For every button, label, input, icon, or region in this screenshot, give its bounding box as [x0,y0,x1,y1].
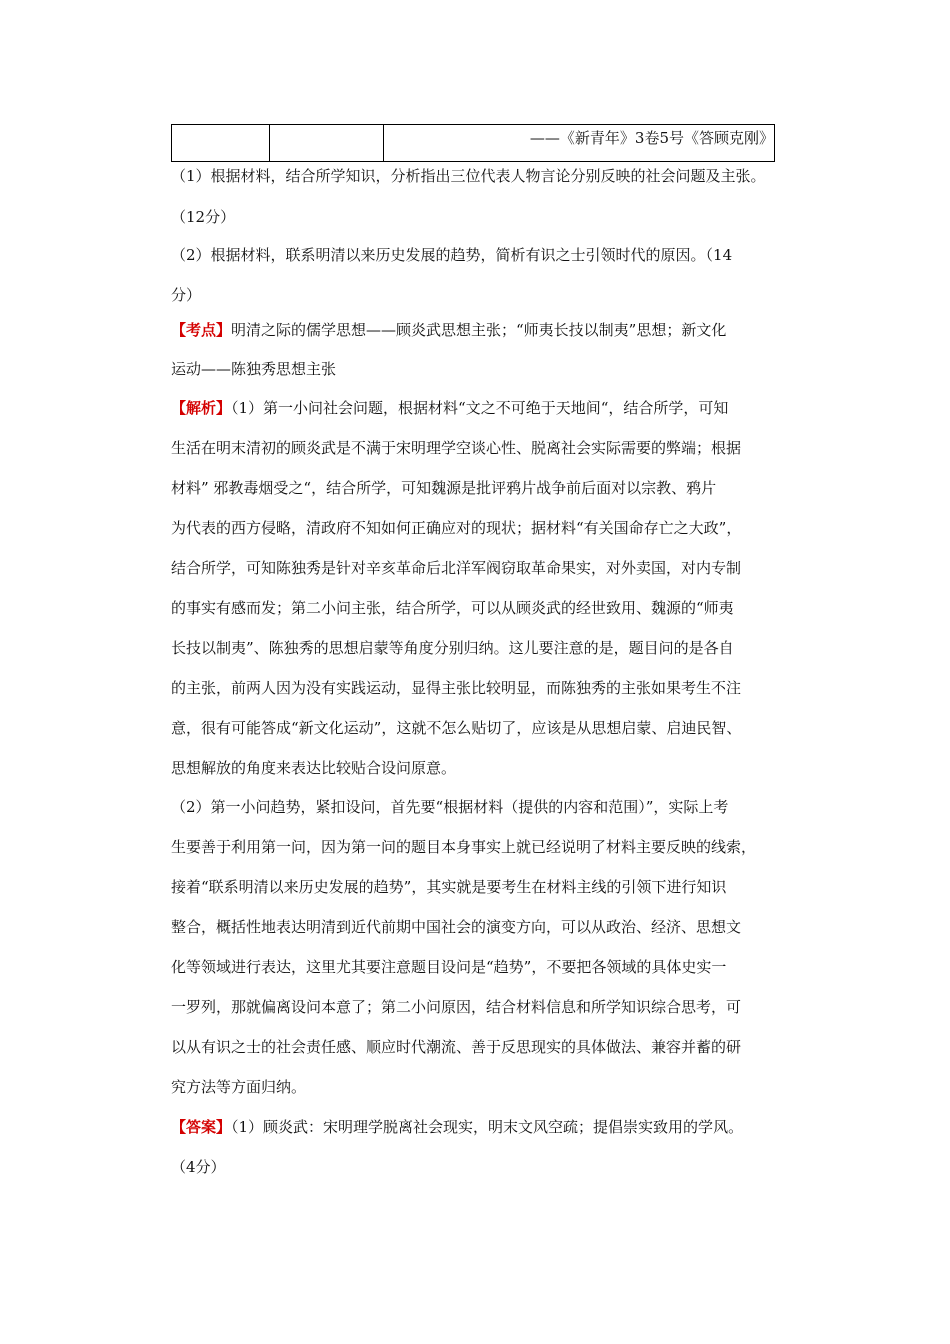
table-cell-empty-2 [270,125,384,162]
kaodian-tag: 【考点】 [171,321,232,339]
kaodian-line-1 [171,320,726,340]
daan-line-2: （4分） [171,1158,226,1176]
source-citation: ——《新青年》3卷5号《答顾克刚》 [384,125,775,162]
jiexi-tag: 【解析】 [171,399,232,417]
jiexi-p2-line-8: 究方法等方面归纳。 [171,1078,307,1096]
jiexi-p2-line-3: 接着“联系明清以来历史发展的趋势”，其实就是要考生在材料主线的引领下进行知识 [171,878,727,896]
jiexi-text-1: （1）第一小问社会问题，根据材料“文之不可绝于天地间“，结合所学，可知 [231,399,729,417]
jiexi-p2-line-7: 以从有识之士的社会责任感、顺应时代潮流、善于反思现实的具体做法、兼容并蓄的研 [171,1038,742,1056]
source-table [171,124,775,162]
jiexi-line-4: 为代表的西方侵略，清政府不知如何正确应对的现状；据材料“有关国命存亡之大政”， [171,519,742,537]
jiexi-line-5: 结合所学，可知陈独秀是针对辛亥革命后北洋军阀窃取革命果实，对外卖国，对内专制 [171,559,742,577]
question-1-line-2: （12分） [171,208,236,226]
jiexi-p2-line-5: 化等领域进行表达，这里尤其要注意题目设问是“趋势”，不要把各领域的具体史实一 [171,958,727,976]
daan-tag: 【答案】 [171,1118,232,1136]
jiexi-line-8: 的主张，前两人因为没有实践运动，显得主张比较明显，而陈独秀的主张如果考生不注 [171,679,742,697]
jiexi-line-9: 意，很有可能答成“新文化运动”，这就不怎么贴切了，应该是从思想启蒙、启迪民智、 [171,719,742,737]
question-1-line-1: （1）根据材料，结合所学知识，分析指出三位代表人物言论分别反映的社会问题及主张。 [171,167,766,185]
jiexi-p2-line-4: 整合，概括性地表达明清到近代前期中国社会的演变方向，可以从政治、经济、思想文 [171,918,742,936]
jiexi-p2-line-1: （2）第一小问趋势，紧扣设问，首先要“根据材料（提供的内容和范围）”，实际上考 [171,798,729,816]
daan-line-1 [171,1117,743,1137]
jiexi-line-7: 长技以制夷”、陈独秀的思想启蒙等角度分别归纳。这儿要注意的是，题目问的是各自 [171,639,734,657]
jiexi-line-6: 的事实有感而发；第二小问主张，结合所学，可以从顾炎武的经世致用、魏源的“师夷 [171,599,734,617]
kaodian-line-2: 运动——陈独秀思想主张 [171,360,337,378]
table-cell-empty-1 [172,125,270,162]
kaodian-text-1: 明清之际的儒学思想——顾炎武思想主张；“师夷长技以制夷”思想；新文化 [231,321,727,339]
table-row [172,125,775,162]
jiexi-line-3: 材料” 邪教毒烟受之“，结合所学，可知魏源是批评鸦片战争前后面对以宗教、鸦片 [171,479,717,497]
daan-text-1: （1）顾炎武：宋明理学脱离社会现实，明末文风空疏；提倡崇实致用的学风。 [231,1118,744,1136]
jiexi-p2-line-6: 一罗列，那就偏离设问本意了；第二小问原因，结合材料信息和所学知识综合思考，可 [171,998,742,1016]
jiexi-line-10: 思想解放的角度来表达比较贴合设问原意。 [171,759,457,777]
question-2-line-1: （2）根据材料，联系明清以来历史发展的趋势，简析有识之士引领时代的原因。（14 [171,246,733,264]
jiexi-p2-line-2: 生要善于利用第一问，因为第一问的题目本身事实上就已经说明了材料主要反映的线索， [171,838,757,856]
question-2-line-2: 分） [171,286,202,304]
jiexi-line-1 [171,398,728,418]
jiexi-line-2: 生活在明末清初的顾炎武是不满于宋明理学空谈心性、脱离社会实际需要的弊端；根据 [171,439,742,457]
